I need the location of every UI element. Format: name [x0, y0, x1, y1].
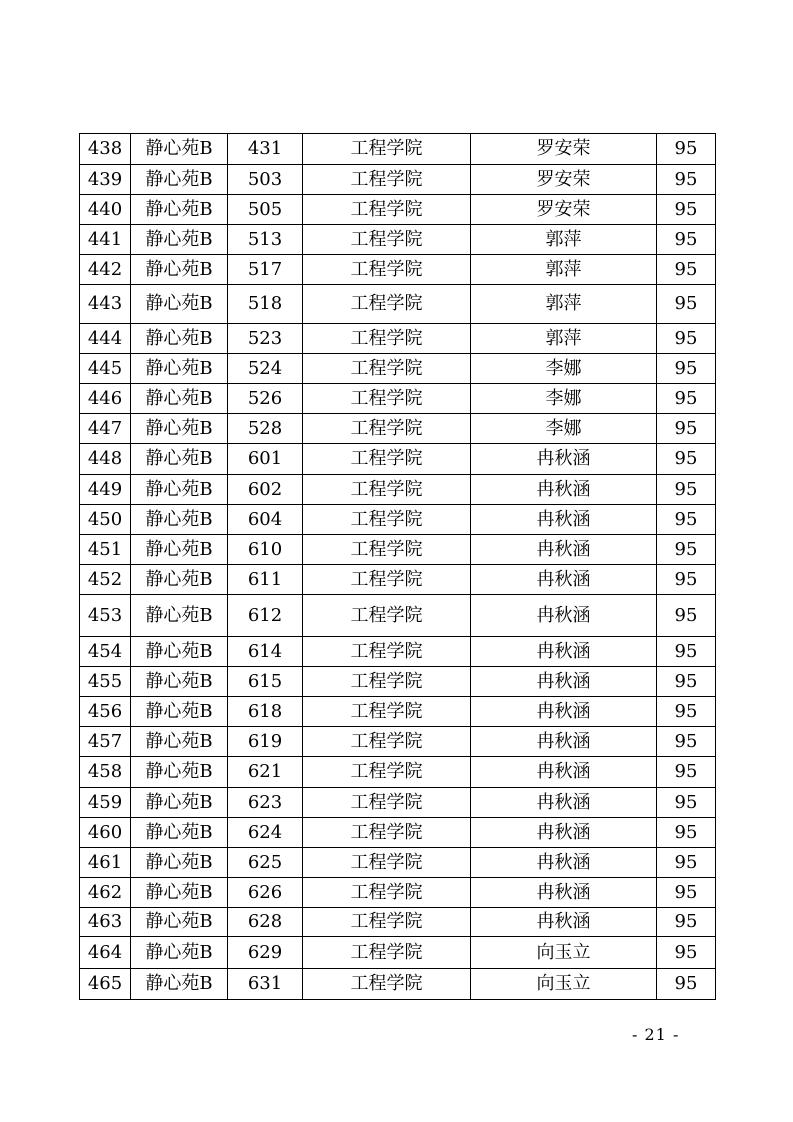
score-cell: 95 — [657, 255, 716, 285]
college-cell: 工程学院 — [303, 595, 471, 637]
row-index-cell: 456 — [80, 697, 131, 727]
room-cell: 612 — [228, 595, 303, 637]
advisor-cell: 冉秋涵 — [471, 595, 657, 637]
building-cell: 静心苑B — [131, 848, 228, 878]
score-cell: 95 — [657, 195, 716, 225]
advisor-cell: 冉秋涵 — [471, 444, 657, 475]
table-row — [80, 595, 716, 637]
table-row — [80, 697, 716, 727]
room-cell: 528 — [228, 414, 303, 444]
table-row — [80, 727, 716, 757]
advisor-cell: 罗安荣 — [471, 195, 657, 225]
score-cell: 95 — [657, 165, 716, 195]
row-index-cell: 446 — [80, 384, 131, 414]
score-cell: 95 — [657, 535, 716, 565]
row-index-cell: 459 — [80, 788, 131, 818]
score-cell: 95 — [657, 285, 716, 324]
room-cell: 513 — [228, 225, 303, 255]
building-cell: 静心苑B — [131, 788, 228, 818]
table-row — [80, 637, 716, 667]
college-cell: 工程学院 — [303, 354, 471, 384]
building-cell: 静心苑B — [131, 255, 228, 285]
row-index-cell: 454 — [80, 637, 131, 667]
page-number: - 21 - — [632, 1025, 680, 1044]
score-cell: 95 — [657, 475, 716, 505]
advisor-cell: 冉秋涵 — [471, 818, 657, 848]
advisor-cell: 罗安荣 — [471, 134, 657, 165]
table-row — [80, 255, 716, 285]
room-cell: 611 — [228, 565, 303, 595]
score-cell: 95 — [657, 384, 716, 414]
table-row — [80, 969, 716, 1000]
building-cell: 静心苑B — [131, 878, 228, 908]
table-row — [80, 535, 716, 565]
college-cell: 工程学院 — [303, 505, 471, 535]
college-cell: 工程学院 — [303, 848, 471, 878]
room-cell: 610 — [228, 535, 303, 565]
college-cell: 工程学院 — [303, 444, 471, 475]
building-cell: 静心苑B — [131, 697, 228, 727]
score-cell: 95 — [657, 848, 716, 878]
row-index-cell: 461 — [80, 848, 131, 878]
room-cell: 614 — [228, 637, 303, 667]
score-cell: 95 — [657, 667, 716, 697]
building-cell: 静心苑B — [131, 414, 228, 444]
advisor-cell: 李娜 — [471, 414, 657, 444]
advisor-cell: 郭萍 — [471, 225, 657, 255]
room-cell: 523 — [228, 324, 303, 354]
room-cell: 602 — [228, 475, 303, 505]
college-cell: 工程学院 — [303, 195, 471, 225]
row-index-cell: 463 — [80, 908, 131, 937]
advisor-cell: 冉秋涵 — [471, 637, 657, 667]
college-cell: 工程学院 — [303, 818, 471, 848]
advisor-cell: 冉秋涵 — [471, 788, 657, 818]
score-cell: 95 — [657, 818, 716, 848]
room-cell: 619 — [228, 727, 303, 757]
room-cell: 518 — [228, 285, 303, 324]
building-cell: 静心苑B — [131, 225, 228, 255]
building-cell: 静心苑B — [131, 195, 228, 225]
building-cell: 静心苑B — [131, 908, 228, 937]
advisor-cell: 郭萍 — [471, 324, 657, 354]
table-body — [80, 134, 716, 1000]
building-cell: 静心苑B — [131, 535, 228, 565]
advisor-cell: 向玉立 — [471, 937, 657, 969]
table-row — [80, 414, 716, 444]
room-cell: 503 — [228, 165, 303, 195]
college-cell: 工程学院 — [303, 937, 471, 969]
advisor-cell: 冉秋涵 — [471, 667, 657, 697]
room-cell: 621 — [228, 757, 303, 788]
row-index-cell: 451 — [80, 535, 131, 565]
advisor-cell: 冉秋涵 — [471, 908, 657, 937]
college-cell: 工程学院 — [303, 969, 471, 1000]
row-index-cell: 465 — [80, 969, 131, 1000]
advisor-cell: 罗安荣 — [471, 165, 657, 195]
college-cell: 工程学院 — [303, 637, 471, 667]
table-row — [80, 818, 716, 848]
score-cell: 95 — [657, 225, 716, 255]
row-index-cell: 460 — [80, 818, 131, 848]
room-cell: 526 — [228, 384, 303, 414]
score-cell: 95 — [657, 788, 716, 818]
table-row — [80, 908, 716, 937]
advisor-cell: 冉秋涵 — [471, 848, 657, 878]
room-cell: 524 — [228, 354, 303, 384]
score-cell: 95 — [657, 697, 716, 727]
building-cell: 静心苑B — [131, 637, 228, 667]
college-cell: 工程学院 — [303, 878, 471, 908]
college-cell: 工程学院 — [303, 384, 471, 414]
advisor-cell: 冉秋涵 — [471, 757, 657, 788]
advisor-cell: 冉秋涵 — [471, 565, 657, 595]
room-cell: 431 — [228, 134, 303, 165]
score-cell: 95 — [657, 757, 716, 788]
college-cell: 工程学院 — [303, 697, 471, 727]
advisor-cell: 冉秋涵 — [471, 727, 657, 757]
college-cell: 工程学院 — [303, 788, 471, 818]
advisor-cell: 郭萍 — [471, 255, 657, 285]
row-index-cell: 449 — [80, 475, 131, 505]
room-cell: 626 — [228, 878, 303, 908]
row-index-cell: 462 — [80, 878, 131, 908]
row-index-cell: 441 — [80, 225, 131, 255]
advisor-cell: 向玉立 — [471, 969, 657, 1000]
advisor-cell: 冉秋涵 — [471, 697, 657, 727]
row-index-cell: 458 — [80, 757, 131, 788]
table-row — [80, 195, 716, 225]
table-row — [80, 937, 716, 969]
room-cell: 631 — [228, 969, 303, 1000]
advisor-cell: 郭萍 — [471, 285, 657, 324]
building-cell: 静心苑B — [131, 134, 228, 165]
building-cell: 静心苑B — [131, 505, 228, 535]
college-cell: 工程学院 — [303, 475, 471, 505]
room-cell: 625 — [228, 848, 303, 878]
building-cell: 静心苑B — [131, 285, 228, 324]
score-cell: 95 — [657, 565, 716, 595]
building-cell: 静心苑B — [131, 475, 228, 505]
table-row — [80, 788, 716, 818]
table-row — [80, 384, 716, 414]
table-row — [80, 324, 716, 354]
row-index-cell: 442 — [80, 255, 131, 285]
row-index-cell: 447 — [80, 414, 131, 444]
college-cell: 工程学院 — [303, 414, 471, 444]
table-row — [80, 165, 716, 195]
building-cell: 静心苑B — [131, 354, 228, 384]
table-row — [80, 565, 716, 595]
room-cell: 624 — [228, 818, 303, 848]
room-cell: 604 — [228, 505, 303, 535]
table-row — [80, 878, 716, 908]
table-row — [80, 354, 716, 384]
college-cell: 工程学院 — [303, 565, 471, 595]
college-cell: 工程学院 — [303, 667, 471, 697]
advisor-cell: 李娜 — [471, 354, 657, 384]
table-row — [80, 757, 716, 788]
row-index-cell: 445 — [80, 354, 131, 384]
advisor-cell: 冉秋涵 — [471, 535, 657, 565]
room-cell: 623 — [228, 788, 303, 818]
score-cell: 95 — [657, 878, 716, 908]
room-cell: 505 — [228, 195, 303, 225]
college-cell: 工程学院 — [303, 165, 471, 195]
row-index-cell: 450 — [80, 505, 131, 535]
row-index-cell: 448 — [80, 444, 131, 475]
building-cell: 静心苑B — [131, 818, 228, 848]
advisor-cell: 李娜 — [471, 384, 657, 414]
building-cell: 静心苑B — [131, 757, 228, 788]
college-cell: 工程学院 — [303, 255, 471, 285]
row-index-cell: 440 — [80, 195, 131, 225]
table-row — [80, 505, 716, 535]
row-index-cell: 444 — [80, 324, 131, 354]
score-cell: 95 — [657, 505, 716, 535]
table-row — [80, 285, 716, 324]
data-table — [79, 133, 716, 1000]
room-cell: 628 — [228, 908, 303, 937]
score-cell: 95 — [657, 444, 716, 475]
building-cell: 静心苑B — [131, 667, 228, 697]
score-cell: 95 — [657, 354, 716, 384]
score-cell: 95 — [657, 414, 716, 444]
room-cell: 618 — [228, 697, 303, 727]
college-cell: 工程学院 — [303, 134, 471, 165]
college-cell: 工程学院 — [303, 908, 471, 937]
building-cell: 静心苑B — [131, 565, 228, 595]
college-cell: 工程学院 — [303, 225, 471, 255]
building-cell: 静心苑B — [131, 595, 228, 637]
college-cell: 工程学院 — [303, 757, 471, 788]
room-cell: 601 — [228, 444, 303, 475]
row-index-cell: 438 — [80, 134, 131, 165]
building-cell: 静心苑B — [131, 384, 228, 414]
room-cell: 517 — [228, 255, 303, 285]
college-cell: 工程学院 — [303, 535, 471, 565]
building-cell: 静心苑B — [131, 324, 228, 354]
row-index-cell: 457 — [80, 727, 131, 757]
room-cell: 629 — [228, 937, 303, 969]
room-cell: 615 — [228, 667, 303, 697]
building-cell: 静心苑B — [131, 444, 228, 475]
score-cell: 95 — [657, 324, 716, 354]
table-row — [80, 134, 716, 165]
score-cell: 95 — [657, 637, 716, 667]
college-cell: 工程学院 — [303, 285, 471, 324]
row-index-cell: 453 — [80, 595, 131, 637]
score-cell: 95 — [657, 937, 716, 969]
advisor-cell: 冉秋涵 — [471, 878, 657, 908]
table-row — [80, 225, 716, 255]
row-index-cell: 452 — [80, 565, 131, 595]
score-cell: 95 — [657, 727, 716, 757]
advisor-cell: 冉秋涵 — [471, 475, 657, 505]
row-index-cell: 439 — [80, 165, 131, 195]
building-cell: 静心苑B — [131, 937, 228, 969]
row-index-cell: 443 — [80, 285, 131, 324]
table-row — [80, 848, 716, 878]
building-cell: 静心苑B — [131, 165, 228, 195]
college-cell: 工程学院 — [303, 727, 471, 757]
college-cell: 工程学院 — [303, 324, 471, 354]
row-index-cell: 455 — [80, 667, 131, 697]
table-row — [80, 475, 716, 505]
score-cell: 95 — [657, 908, 716, 937]
building-cell: 静心苑B — [131, 727, 228, 757]
score-cell: 95 — [657, 595, 716, 637]
building-cell: 静心苑B — [131, 969, 228, 1000]
table-row — [80, 444, 716, 475]
table-row — [80, 667, 716, 697]
advisor-cell: 冉秋涵 — [471, 505, 657, 535]
score-cell: 95 — [657, 969, 716, 1000]
row-index-cell: 464 — [80, 937, 131, 969]
score-cell: 95 — [657, 134, 716, 165]
